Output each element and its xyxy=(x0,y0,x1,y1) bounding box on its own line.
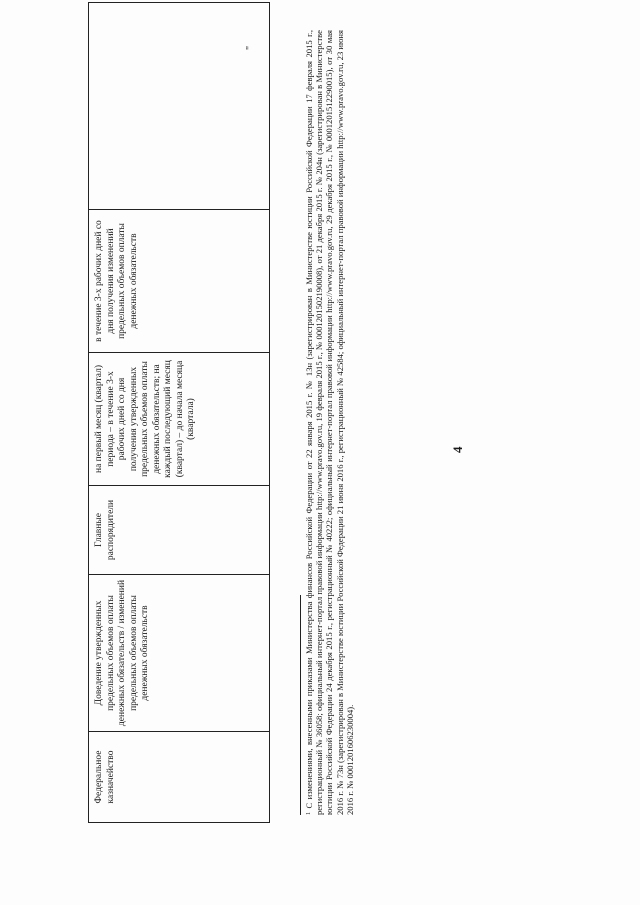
table-cell-deadline-initial: на первый месяц (квартал) периода – в течение 3-х рабочих дней со дня получения утвержденных предельных объемов оплаты денежных обязательств; на каждый последующий месяц (квартал) – до начала месяца (квартала) xyxy=(89,353,270,486)
footnote-separator xyxy=(300,595,301,815)
table-cell-deadline-change: в течение 3-х рабочих дней со дня получения изменений предельных объемов оплаты денежных обязательств xyxy=(89,210,270,353)
schedule-table xyxy=(88,2,270,823)
table-cell-recipient: Главные распорядители xyxy=(89,486,270,575)
table-cell-executor: Федеральное казначейство xyxy=(89,732,270,823)
footnote-text: С изменениями, внесенными приказами Министерства финансов Российской Федерации от 22 января 2015 г. № 13н (зарегистрирован в Министерстве юстиции Российской Федерации 17 февраля 2015 г., регистрационный № 36058; официальный интернет-портал правовой информации http://www.pravo.gov.ru, 19 февраля 2015 г., № 0001201502190008), от 21 декабря 2015 г. № 204н (зарегистрирован в Министерстве юстиции Российской Федерации 24 декабря 2015 г., регистрационный № 40222; официальный интернет-портал правовой информации http://www.pravo.gov.ru, 29 декабря 2015 г., № 0001201512290015), от 30 мая 2016 г. № 73н (зарегистрирован в Министерстве юстиции Российской Федерации 21 июня 2016 г., регистрационный № 42584; официальный интернет-портал правовой информации http://www.pravo.gov.ru, 23 июня 2016 г. № 0001201606230004). xyxy=(304,30,355,815)
table-cell-action: Доведение утвержденных предельных объемов оплаты денежных обязательств / изменений предельных объемов оплаты денежных обязательств xyxy=(89,575,270,732)
footnote-marker: 1 xyxy=(306,812,312,815)
closing-quote-mark: " xyxy=(245,45,256,50)
table-row xyxy=(89,3,270,823)
page-number: 4 xyxy=(450,446,465,453)
table-cell-empty xyxy=(89,3,270,210)
footnote xyxy=(304,30,355,815)
